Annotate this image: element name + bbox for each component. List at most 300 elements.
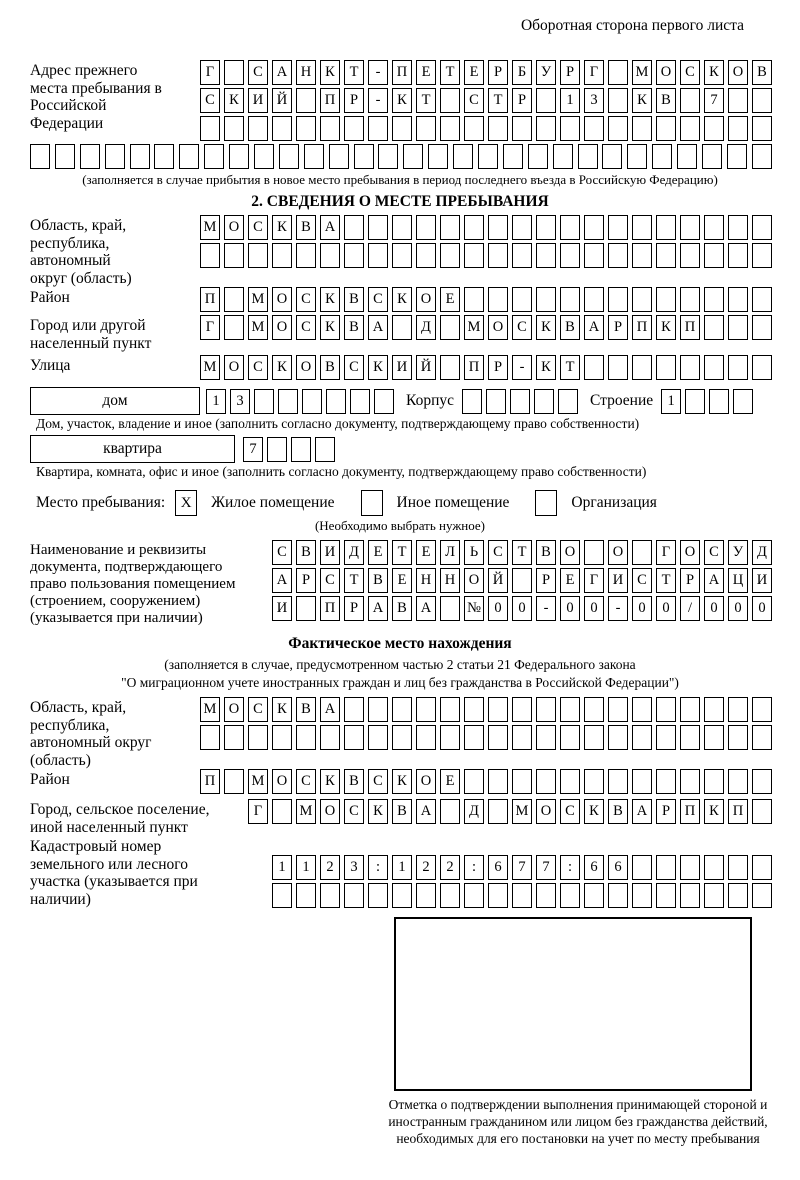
confirmation-stamp-box[interactable] [394, 917, 752, 1091]
char-cell[interactable] [488, 116, 508, 141]
char-cell[interactable]: В [296, 540, 316, 565]
char-cell[interactable] [416, 116, 436, 141]
char-cell[interactable] [728, 855, 748, 880]
char-cell[interactable] [680, 883, 700, 908]
char-cell[interactable] [503, 144, 523, 169]
char-cell[interactable] [608, 355, 628, 380]
char-cell[interactable] [512, 287, 532, 312]
char-cell[interactable] [296, 725, 316, 750]
char-cell[interactable] [512, 769, 532, 794]
char-cell[interactable] [440, 883, 460, 908]
char-cell[interactable]: М [296, 799, 316, 824]
char-cell[interactable]: С [248, 697, 268, 722]
char-cell[interactable] [704, 883, 724, 908]
char-cell[interactable]: С [704, 540, 724, 565]
char-cell[interactable]: 0 [584, 596, 604, 621]
char-cell[interactable]: 0 [656, 596, 676, 621]
char-cell[interactable] [728, 243, 748, 268]
char-cell[interactable] [680, 355, 700, 380]
char-cell[interactable] [536, 769, 556, 794]
char-cell[interactable]: К [368, 799, 388, 824]
char-cell[interactable] [536, 116, 556, 141]
char-cell[interactable]: П [728, 799, 748, 824]
char-cell[interactable] [704, 243, 724, 268]
char-cell[interactable] [632, 540, 652, 565]
char-cell[interactable] [350, 389, 370, 414]
char-cell[interactable] [656, 883, 676, 908]
char-cell[interactable]: К [536, 355, 556, 380]
char-cell[interactable]: С [248, 215, 268, 240]
char-cell[interactable]: 1 [206, 389, 226, 414]
char-cell[interactable]: Т [440, 60, 460, 85]
char-cell[interactable]: А [320, 697, 340, 722]
char-cell[interactable] [440, 215, 460, 240]
char-cell[interactable]: М [512, 799, 532, 824]
char-cell[interactable]: Е [440, 769, 460, 794]
char-cell[interactable] [752, 769, 772, 794]
char-cell[interactable] [728, 287, 748, 312]
char-cell[interactable]: Е [368, 540, 388, 565]
char-cell[interactable] [704, 315, 724, 340]
char-cell[interactable] [752, 855, 772, 880]
char-cell[interactable] [368, 883, 388, 908]
char-cell[interactable]: Л [440, 540, 460, 565]
char-cell[interactable] [488, 215, 508, 240]
char-cell[interactable] [752, 799, 772, 824]
char-cell[interactable] [464, 883, 484, 908]
char-cell[interactable] [512, 697, 532, 722]
char-cell[interactable] [728, 215, 748, 240]
char-cell[interactable]: Г [248, 799, 268, 824]
char-cell[interactable]: О [272, 287, 292, 312]
char-cell[interactable]: С [368, 287, 388, 312]
char-cell[interactable] [752, 697, 772, 722]
char-cell[interactable] [560, 116, 580, 141]
char-cell[interactable]: Й [488, 568, 508, 593]
char-cell[interactable]: С [296, 769, 316, 794]
char-cell[interactable] [584, 697, 604, 722]
char-cell[interactable]: Р [608, 315, 628, 340]
char-cell[interactable] [608, 243, 628, 268]
char-cell[interactable] [680, 725, 700, 750]
char-cell[interactable]: О [560, 540, 580, 565]
char-cell[interactable]: Г [200, 315, 220, 340]
char-cell[interactable]: К [272, 355, 292, 380]
char-cell[interactable]: П [200, 287, 220, 312]
char-cell[interactable]: № [464, 596, 484, 621]
char-cell[interactable] [680, 88, 700, 113]
char-cell[interactable]: Р [344, 596, 364, 621]
char-cell[interactable]: Р [488, 60, 508, 85]
char-cell[interactable] [392, 883, 412, 908]
char-cell[interactable] [680, 243, 700, 268]
char-cell[interactable] [200, 243, 220, 268]
char-cell[interactable]: Т [656, 568, 676, 593]
char-cell[interactable] [368, 243, 388, 268]
char-cell[interactable]: О [272, 769, 292, 794]
char-cell[interactable] [578, 144, 598, 169]
char-cell[interactable]: Т [512, 540, 532, 565]
char-cell[interactable]: В [536, 540, 556, 565]
char-cell[interactable] [680, 855, 700, 880]
char-cell[interactable]: 0 [632, 596, 652, 621]
char-cell[interactable]: 3 [584, 88, 604, 113]
char-cell[interactable] [728, 697, 748, 722]
char-cell[interactable]: 0 [728, 596, 748, 621]
char-cell[interactable]: Г [200, 60, 220, 85]
char-cell[interactable]: И [272, 596, 292, 621]
char-cell[interactable] [656, 855, 676, 880]
char-cell[interactable] [656, 769, 676, 794]
apartment-type-box[interactable]: квартира [30, 435, 235, 463]
char-cell[interactable]: Ц [728, 568, 748, 593]
char-cell[interactable] [296, 883, 316, 908]
char-cell[interactable] [315, 437, 335, 462]
char-cell[interactable] [267, 437, 287, 462]
char-cell[interactable]: В [344, 315, 364, 340]
char-cell[interactable] [130, 144, 150, 169]
char-cell[interactable] [536, 243, 556, 268]
char-cell[interactable] [632, 215, 652, 240]
char-cell[interactable] [558, 389, 578, 414]
char-cell[interactable] [632, 243, 652, 268]
char-cell[interactable]: М [200, 355, 220, 380]
char-cell[interactable] [224, 60, 244, 85]
char-cell[interactable] [584, 540, 604, 565]
char-cell[interactable] [291, 437, 311, 462]
char-cell[interactable]: А [320, 215, 340, 240]
char-cell[interactable] [752, 355, 772, 380]
char-cell[interactable]: 3 [230, 389, 250, 414]
char-cell[interactable] [105, 144, 125, 169]
char-cell[interactable] [320, 883, 340, 908]
char-cell[interactable]: Р [560, 60, 580, 85]
char-cell[interactable]: М [248, 315, 268, 340]
char-cell[interactable]: К [272, 697, 292, 722]
char-cell[interactable] [728, 88, 748, 113]
char-cell[interactable] [248, 116, 268, 141]
char-cell[interactable] [608, 883, 628, 908]
char-cell[interactable]: М [248, 769, 268, 794]
char-cell[interactable] [632, 883, 652, 908]
char-cell[interactable]: П [464, 355, 484, 380]
char-cell[interactable]: Е [392, 568, 412, 593]
other-premises-checkbox[interactable] [361, 490, 383, 516]
char-cell[interactable]: Е [464, 60, 484, 85]
char-cell[interactable]: Е [560, 568, 580, 593]
char-cell[interactable]: А [272, 568, 292, 593]
char-cell[interactable]: 0 [488, 596, 508, 621]
char-cell[interactable]: К [536, 315, 556, 340]
char-cell[interactable]: О [272, 315, 292, 340]
char-cell[interactable] [656, 243, 676, 268]
char-cell[interactable] [488, 697, 508, 722]
char-cell[interactable] [512, 568, 532, 593]
char-cell[interactable] [224, 315, 244, 340]
char-cell[interactable]: 6 [608, 855, 628, 880]
char-cell[interactable] [254, 144, 274, 169]
char-cell[interactable] [344, 725, 364, 750]
char-cell[interactable] [560, 769, 580, 794]
char-cell[interactable] [416, 697, 436, 722]
char-cell[interactable] [272, 116, 292, 141]
char-cell[interactable]: Р [536, 568, 556, 593]
char-cell[interactable]: С [488, 540, 508, 565]
char-cell[interactable]: / [680, 596, 700, 621]
char-cell[interactable]: Д [752, 540, 772, 565]
char-cell[interactable]: 0 [560, 596, 580, 621]
char-cell[interactable] [632, 355, 652, 380]
char-cell[interactable]: 2 [416, 855, 436, 880]
char-cell[interactable] [296, 243, 316, 268]
char-cell[interactable]: 3 [344, 855, 364, 880]
char-cell[interactable]: : [368, 855, 388, 880]
char-cell[interactable] [248, 243, 268, 268]
char-cell[interactable] [728, 116, 748, 141]
char-cell[interactable] [608, 116, 628, 141]
char-cell[interactable]: Н [440, 568, 460, 593]
char-cell[interactable]: Р [512, 88, 532, 113]
char-cell[interactable]: О [416, 769, 436, 794]
char-cell[interactable] [752, 287, 772, 312]
char-cell[interactable]: С [272, 540, 292, 565]
char-cell[interactable] [440, 697, 460, 722]
char-cell[interactable] [680, 769, 700, 794]
char-cell[interactable]: О [224, 355, 244, 380]
char-cell[interactable] [608, 769, 628, 794]
char-cell[interactable] [536, 88, 556, 113]
char-cell[interactable] [320, 243, 340, 268]
char-cell[interactable] [728, 355, 748, 380]
char-cell[interactable]: У [536, 60, 556, 85]
char-cell[interactable]: Р [656, 799, 676, 824]
char-cell[interactable] [368, 725, 388, 750]
char-cell[interactable] [486, 389, 506, 414]
char-cell[interactable] [510, 389, 530, 414]
char-cell[interactable] [560, 725, 580, 750]
char-cell[interactable] [440, 596, 460, 621]
char-cell[interactable] [224, 287, 244, 312]
char-cell[interactable]: А [272, 60, 292, 85]
char-cell[interactable]: П [632, 315, 652, 340]
char-cell[interactable] [224, 116, 244, 141]
char-cell[interactable] [752, 116, 772, 141]
char-cell[interactable]: С [248, 60, 268, 85]
char-cell[interactable]: В [344, 769, 364, 794]
char-cell[interactable]: С [680, 60, 700, 85]
char-cell[interactable] [488, 799, 508, 824]
char-cell[interactable]: П [200, 769, 220, 794]
char-cell[interactable]: 0 [752, 596, 772, 621]
char-cell[interactable] [584, 769, 604, 794]
char-cell[interactable]: А [416, 596, 436, 621]
char-cell[interactable]: П [320, 596, 340, 621]
char-cell[interactable] [416, 725, 436, 750]
char-cell[interactable]: К [656, 315, 676, 340]
char-cell[interactable]: С [368, 769, 388, 794]
char-cell[interactable]: О [608, 540, 628, 565]
char-cell[interactable]: П [392, 60, 412, 85]
char-cell[interactable] [440, 725, 460, 750]
char-cell[interactable]: Д [416, 315, 436, 340]
char-cell[interactable] [248, 725, 268, 750]
char-cell[interactable]: Е [416, 60, 436, 85]
char-cell[interactable] [656, 725, 676, 750]
char-cell[interactable]: И [392, 355, 412, 380]
char-cell[interactable]: П [680, 799, 700, 824]
char-cell[interactable] [296, 88, 316, 113]
char-cell[interactable]: 1 [272, 855, 292, 880]
char-cell[interactable] [392, 116, 412, 141]
char-cell[interactable]: М [464, 315, 484, 340]
char-cell[interactable]: К [320, 769, 340, 794]
char-cell[interactable]: А [368, 596, 388, 621]
char-cell[interactable] [534, 389, 554, 414]
char-cell[interactable] [392, 697, 412, 722]
char-cell[interactable]: - [368, 88, 388, 113]
char-cell[interactable] [560, 243, 580, 268]
char-cell[interactable] [704, 697, 724, 722]
char-cell[interactable] [728, 769, 748, 794]
char-cell[interactable] [680, 215, 700, 240]
char-cell[interactable]: И [320, 540, 340, 565]
char-cell[interactable]: А [416, 799, 436, 824]
char-cell[interactable] [440, 88, 460, 113]
char-cell[interactable]: Р [296, 568, 316, 593]
char-cell[interactable] [392, 725, 412, 750]
char-cell[interactable] [632, 116, 652, 141]
char-cell[interactable] [344, 243, 364, 268]
char-cell[interactable] [440, 799, 460, 824]
char-cell[interactable] [30, 144, 50, 169]
char-cell[interactable] [608, 287, 628, 312]
char-cell[interactable] [204, 144, 224, 169]
char-cell[interactable] [704, 116, 724, 141]
char-cell[interactable]: В [344, 287, 364, 312]
char-cell[interactable]: Т [416, 88, 436, 113]
house-type-box[interactable]: дом [30, 387, 200, 415]
char-cell[interactable]: К [320, 60, 340, 85]
char-cell[interactable] [528, 144, 548, 169]
char-cell[interactable] [512, 243, 532, 268]
char-cell[interactable] [727, 144, 747, 169]
char-cell[interactable] [279, 144, 299, 169]
char-cell[interactable] [374, 389, 394, 414]
char-cell[interactable]: А [704, 568, 724, 593]
char-cell[interactable]: А [632, 799, 652, 824]
char-cell[interactable]: В [656, 88, 676, 113]
char-cell[interactable] [224, 243, 244, 268]
char-cell[interactable] [632, 697, 652, 722]
char-cell[interactable] [428, 144, 448, 169]
char-cell[interactable] [704, 725, 724, 750]
char-cell[interactable]: 0 [512, 596, 532, 621]
char-cell[interactable]: Г [584, 568, 604, 593]
char-cell[interactable]: 6 [584, 855, 604, 880]
char-cell[interactable] [536, 725, 556, 750]
char-cell[interactable]: - [512, 355, 532, 380]
char-cell[interactable] [704, 769, 724, 794]
char-cell[interactable] [608, 60, 628, 85]
char-cell[interactable] [326, 389, 346, 414]
char-cell[interactable] [453, 144, 473, 169]
char-cell[interactable] [512, 725, 532, 750]
char-cell[interactable]: : [464, 855, 484, 880]
char-cell[interactable]: В [296, 697, 316, 722]
char-cell[interactable]: 2 [320, 855, 340, 880]
char-cell[interactable]: Е [416, 540, 436, 565]
char-cell[interactable]: В [608, 799, 628, 824]
char-cell[interactable] [464, 725, 484, 750]
char-cell[interactable]: К [320, 315, 340, 340]
char-cell[interactable] [704, 355, 724, 380]
char-cell[interactable] [378, 144, 398, 169]
char-cell[interactable] [536, 287, 556, 312]
char-cell[interactable] [752, 88, 772, 113]
char-cell[interactable] [464, 697, 484, 722]
char-cell[interactable] [584, 725, 604, 750]
char-cell[interactable]: О [464, 568, 484, 593]
char-cell[interactable] [584, 355, 604, 380]
char-cell[interactable] [728, 883, 748, 908]
char-cell[interactable]: Е [440, 287, 460, 312]
char-cell[interactable] [272, 725, 292, 750]
char-cell[interactable] [680, 697, 700, 722]
char-cell[interactable] [464, 287, 484, 312]
char-cell[interactable] [278, 389, 298, 414]
char-cell[interactable] [536, 883, 556, 908]
char-cell[interactable] [302, 389, 322, 414]
char-cell[interactable]: О [224, 697, 244, 722]
char-cell[interactable] [254, 389, 274, 414]
char-cell[interactable]: - [368, 60, 388, 85]
char-cell[interactable]: К [224, 88, 244, 113]
char-cell[interactable]: В [392, 596, 412, 621]
char-cell[interactable]: 1 [560, 88, 580, 113]
char-cell[interactable]: М [200, 215, 220, 240]
char-cell[interactable] [608, 88, 628, 113]
organization-checkbox[interactable] [535, 490, 557, 516]
char-cell[interactable] [512, 215, 532, 240]
char-cell[interactable] [344, 883, 364, 908]
char-cell[interactable]: О [224, 215, 244, 240]
char-cell[interactable] [704, 287, 724, 312]
char-cell[interactable] [560, 287, 580, 312]
char-cell[interactable]: О [416, 287, 436, 312]
char-cell[interactable] [200, 116, 220, 141]
char-cell[interactable]: Т [344, 60, 364, 85]
char-cell[interactable] [728, 315, 748, 340]
char-cell[interactable]: К [392, 287, 412, 312]
char-cell[interactable]: К [392, 769, 412, 794]
char-cell[interactable] [560, 883, 580, 908]
char-cell[interactable] [632, 287, 652, 312]
char-cell[interactable]: О [296, 355, 316, 380]
char-cell[interactable] [304, 144, 324, 169]
char-cell[interactable] [488, 725, 508, 750]
char-cell[interactable]: Ь [464, 540, 484, 565]
char-cell[interactable]: К [272, 215, 292, 240]
char-cell[interactable] [752, 144, 772, 169]
char-cell[interactable]: Р [344, 88, 364, 113]
char-cell[interactable] [704, 855, 724, 880]
char-cell[interactable]: С [464, 88, 484, 113]
char-cell[interactable] [440, 116, 460, 141]
char-cell[interactable]: Б [512, 60, 532, 85]
char-cell[interactable] [608, 725, 628, 750]
char-cell[interactable] [536, 215, 556, 240]
char-cell[interactable]: О [536, 799, 556, 824]
